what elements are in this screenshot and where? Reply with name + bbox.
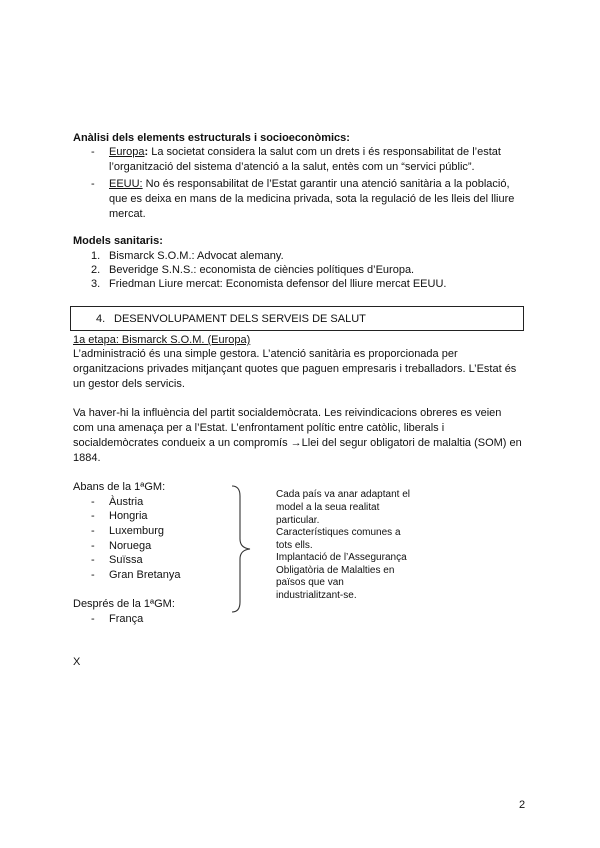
eeuu-line2: que es deixa en mans de la medicina privada, sota la regulació de les lleis del lliure <box>109 193 515 205</box>
model-num: 2. <box>91 264 101 276</box>
eeuu-line1: No és responsabilitat de l’Estat garantir una atenció sanitària a la població, <box>142 178 510 190</box>
list-dash: - <box>91 613 95 625</box>
europa-item <box>109 145 529 160</box>
europa-label: Europa <box>109 146 145 158</box>
europa-line1: La societat considera la salut com un drets i és responsabilitat de l’estat <box>148 146 501 158</box>
etapa-p2-line: 1884. <box>73 452 101 464</box>
country-item: Luxemburg <box>109 525 165 537</box>
europa-line2: l’organització del sistema d’atenció a la salut, entès com un “servici públic”. <box>109 161 475 173</box>
country-item: Suïssa <box>109 554 143 566</box>
etapa-p2-line: com una amenaça per a l’Estat. L’enfrontament polític entre catòlic, liberals i <box>73 422 445 434</box>
etapa-p2-line: socialdemòcrates condueix a un compromís →Llei del segur obligatori de malaltia (SOM) en <box>73 437 522 449</box>
eeuu-line3: mercat. <box>109 208 146 220</box>
section-title: DESENVOLUPAMENT DELS SERVEIS DE SALUT <box>114 313 366 325</box>
list-dash: - <box>91 510 95 522</box>
abans-heading: Abans de la 1ªGM: <box>73 481 166 493</box>
note-line: Obligatòria de Malalties en <box>276 565 395 576</box>
note-line: industrialitzant-se. <box>276 590 357 601</box>
model-text: Bismarck S.O.M.: Advocat alemany. <box>109 250 284 262</box>
note-line: particular. <box>276 515 320 526</box>
note-line: Cada país va anar adaptant el <box>276 489 410 500</box>
list-dash: - <box>91 540 95 552</box>
etapa-title: 1a etapa: Bismarck S.O.M. (Europa) <box>73 334 251 346</box>
section-number: 4. <box>96 313 106 325</box>
country-item: Àustria <box>109 496 144 508</box>
despres-heading: Després de la 1ªGM: <box>73 598 175 610</box>
model-text: Friedman Liure mercat: Economista defensor del lliure mercat EEUU. <box>109 278 447 290</box>
page-number: 2 <box>519 799 526 811</box>
model-text: Beveridge S.N.S.: economista de ciències polítiques d’Europa. <box>109 264 415 276</box>
note-line: model a la seua realitat <box>276 502 380 513</box>
model-num: 3. <box>91 278 101 290</box>
etapa-p1-line: organitzacions privades mitjançant quotes que paguen empresaris i treballadors. L’Estat és <box>73 363 517 375</box>
country-item: Gran Bretanya <box>109 569 181 581</box>
list-dash: - <box>91 496 95 508</box>
note-line: tots ells. <box>276 540 313 551</box>
etapa-p2-line: Va haver-hi la influència del partit socialdemòcrata. Les reivindicacions obreres es veien <box>73 407 502 419</box>
analysis-heading: Anàlisi dels elements estructurals i socioeconòmics: <box>73 132 350 144</box>
eeuu-label: EEUU: <box>109 178 143 190</box>
note-line: Característiques comunes a <box>276 527 401 538</box>
list-dash: - <box>91 146 95 158</box>
model-num: 1. <box>91 250 101 262</box>
curly-brace-icon <box>228 484 254 614</box>
note-line: Implantació de l’Assegurança <box>276 552 407 563</box>
eeuu-item <box>109 177 539 192</box>
country-item: Noruega <box>109 540 152 552</box>
etapa-p1-line: un gestor dels servicis. <box>73 378 185 390</box>
europa-colon: : <box>144 146 149 158</box>
country-item: França <box>109 613 144 625</box>
list-dash: - <box>91 569 95 581</box>
list-dash: - <box>91 525 95 537</box>
list-dash: - <box>91 554 95 566</box>
country-item: Hongria <box>109 510 148 522</box>
x-marker: X <box>73 656 81 668</box>
etapa-p1-line: L’administració és una simple gestora. L’atenció sanitària es proporcionada per <box>73 348 458 360</box>
list-dash: - <box>91 178 95 190</box>
models-heading: Models sanitaris: <box>73 235 163 247</box>
note-line: països que van <box>276 577 344 588</box>
